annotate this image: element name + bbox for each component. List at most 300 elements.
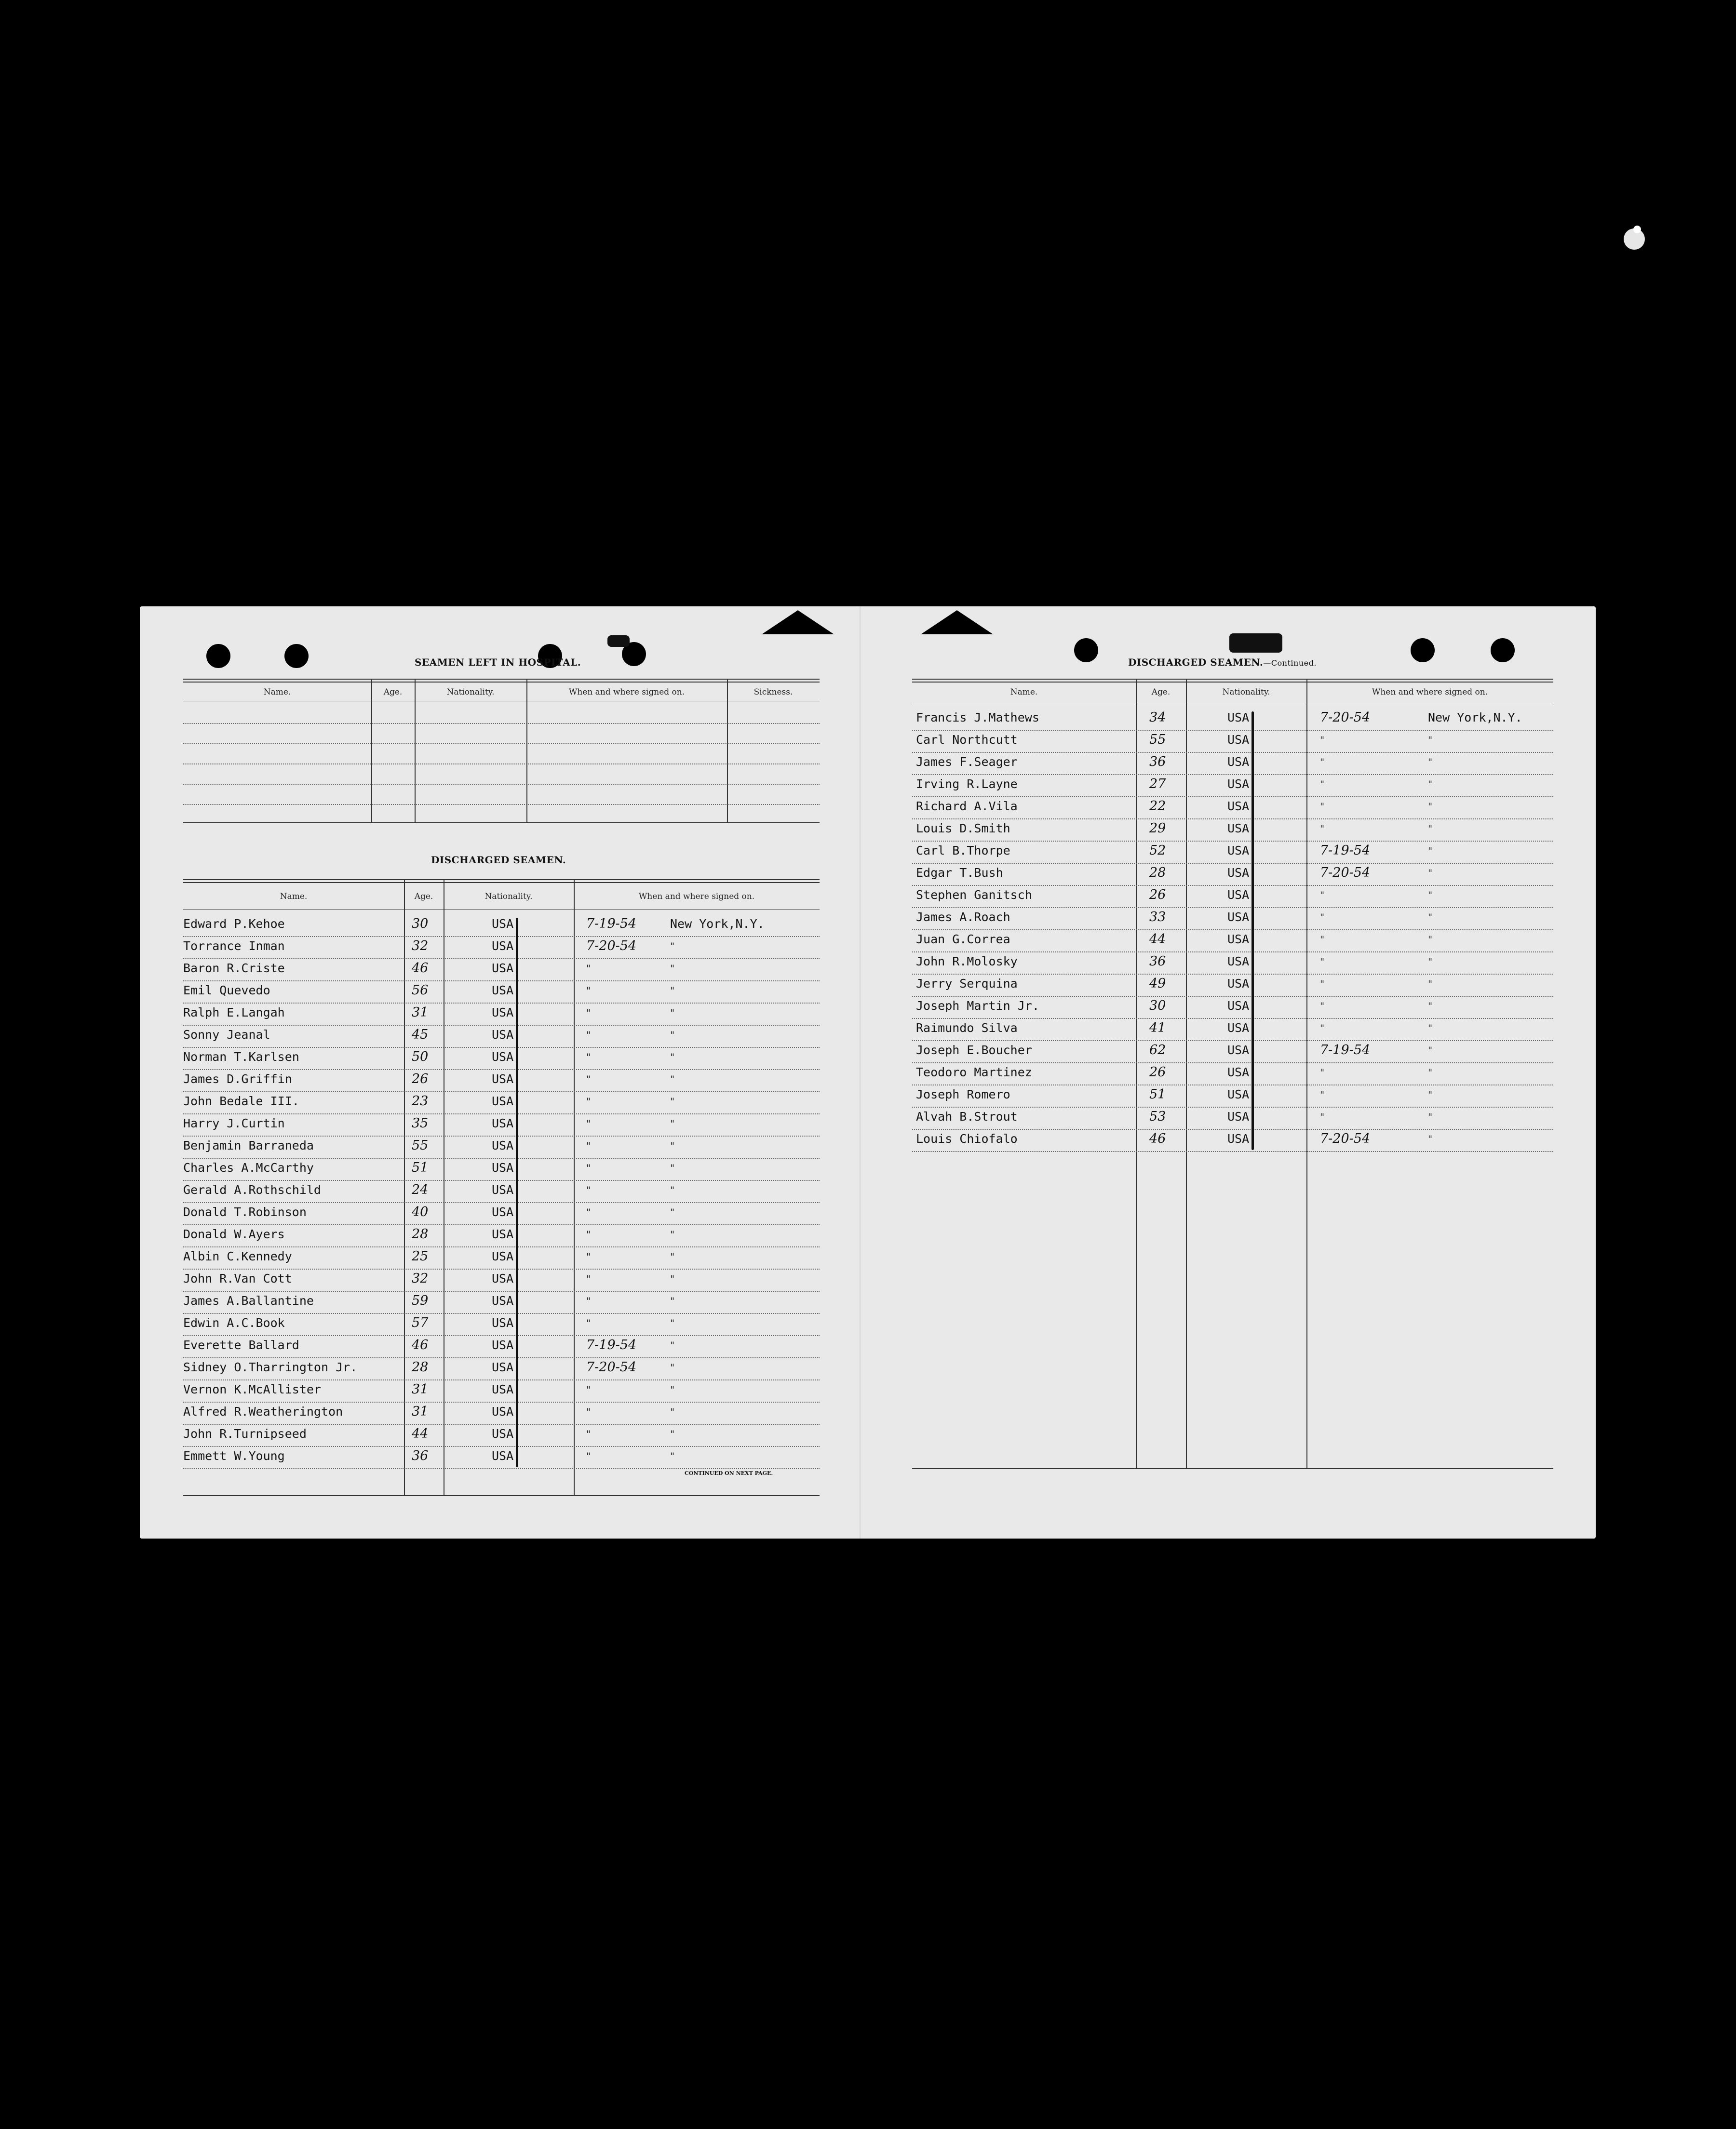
seaman-age: 32 bbox=[412, 1271, 429, 1286]
seaman-name: Stephen Ganitsch bbox=[916, 888, 1032, 902]
binding-tear bbox=[921, 610, 993, 634]
discharged-table bbox=[183, 879, 820, 1496]
seaman-age: 46 bbox=[1149, 1131, 1166, 1146]
seaman-age: 22 bbox=[1149, 799, 1166, 814]
punch-hole bbox=[1411, 638, 1435, 662]
seaman-nationality: USA bbox=[1227, 1021, 1250, 1035]
seaman-nationality: USA bbox=[1227, 1043, 1250, 1057]
seaman-nationality: USA bbox=[492, 1272, 514, 1285]
row-rule bbox=[183, 1468, 820, 1469]
signed-on-date: " bbox=[1320, 1067, 1325, 1078]
ink-blot bbox=[607, 635, 630, 647]
seaman-age: 41 bbox=[1149, 1020, 1166, 1035]
seaman-nationality: USA bbox=[1227, 777, 1250, 791]
seaman-age: 62 bbox=[1149, 1043, 1166, 1058]
signed-on-place: " bbox=[1428, 734, 1433, 746]
seaman-nationality: USA bbox=[492, 1227, 514, 1241]
signed-on-date: " bbox=[586, 1273, 591, 1285]
signed-on-date: " bbox=[1320, 978, 1325, 990]
seaman-name: Donald W.Ayers bbox=[183, 1227, 285, 1241]
col-header-age: Age. bbox=[414, 892, 433, 901]
seaman-name: Edgar T.Bush bbox=[916, 866, 1003, 880]
signed-on-place: " bbox=[670, 1229, 675, 1240]
seaman-age: 53 bbox=[1149, 1109, 1166, 1124]
seaman-age: 59 bbox=[412, 1293, 429, 1308]
signed-on-date: " bbox=[1320, 823, 1325, 834]
signed-on-date: 7-19-54 bbox=[1320, 843, 1371, 858]
seaman-age: 26 bbox=[412, 1071, 429, 1086]
seaman-nationality: USA bbox=[492, 1316, 514, 1330]
seaman-name: Donald T.Robinson bbox=[183, 1205, 307, 1219]
signed-on-date: " bbox=[1320, 911, 1325, 923]
col-header-name: Name. bbox=[263, 687, 291, 697]
row-rule bbox=[183, 980, 820, 981]
col-header-age: Age. bbox=[383, 687, 403, 697]
seaman-name: John Bedale III. bbox=[183, 1094, 299, 1108]
seaman-name: Vernon K.McAllister bbox=[183, 1382, 321, 1396]
seaman-name: Emil Quevedo bbox=[183, 983, 270, 997]
signed-on-place: New York,N.Y. bbox=[1428, 710, 1522, 724]
seaman-nationality: USA bbox=[492, 1205, 514, 1219]
signed-on-place: " bbox=[670, 1295, 675, 1307]
signed-on-place: " bbox=[670, 1162, 675, 1174]
signed-on-place: " bbox=[670, 940, 675, 952]
seaman-nationality: USA bbox=[492, 1028, 514, 1042]
seaman-age: 31 bbox=[412, 1404, 429, 1419]
row-rule bbox=[183, 1246, 820, 1247]
signed-on-date: " bbox=[1320, 756, 1325, 768]
row-rule bbox=[912, 1040, 1553, 1041]
seaman-nationality: USA bbox=[492, 1050, 514, 1064]
seaman-name: Charles A.McCarthy bbox=[183, 1161, 314, 1175]
discharged-continued-title bbox=[1128, 656, 1317, 668]
seaman-age: 44 bbox=[1149, 932, 1166, 947]
seaman-age: 28 bbox=[412, 1227, 429, 1242]
row-rule bbox=[183, 1069, 820, 1070]
signed-on-date: 7-20-54 bbox=[586, 1360, 637, 1375]
seaman-name: Louis Chiofalo bbox=[916, 1132, 1018, 1146]
signed-on-place: " bbox=[670, 1096, 675, 1107]
seaman-name: James A.Roach bbox=[916, 910, 1010, 924]
row-rule bbox=[183, 1202, 820, 1203]
row-rule bbox=[183, 1424, 820, 1425]
seaman-nationality: USA bbox=[1227, 954, 1250, 968]
signed-on-date: 7-19-54 bbox=[586, 1338, 637, 1352]
seaman-name: Baron R.Criste bbox=[183, 961, 285, 975]
seaman-age: 31 bbox=[412, 1382, 429, 1397]
check-mark-line bbox=[1252, 711, 1254, 1150]
signed-on-place: " bbox=[670, 1251, 675, 1262]
signed-on-place: " bbox=[670, 1206, 675, 1218]
signed-on-date: 7-19-54 bbox=[586, 916, 637, 931]
continued-note: CONTINUED ON NEXT PAGE. bbox=[685, 1470, 773, 1476]
signed-on-date: " bbox=[586, 1162, 591, 1174]
signed-on-place: " bbox=[670, 1051, 675, 1063]
signed-on-date: " bbox=[586, 1140, 591, 1152]
signed-on-place: " bbox=[1428, 1022, 1433, 1034]
seaman-age: 36 bbox=[1149, 954, 1166, 969]
seaman-age: 26 bbox=[1149, 1065, 1166, 1080]
signed-on-date: 7-20-54 bbox=[586, 938, 637, 953]
seaman-age: 51 bbox=[412, 1160, 429, 1175]
seaman-age: 33 bbox=[1149, 910, 1166, 924]
row-rule bbox=[183, 1269, 820, 1270]
signed-on-date: " bbox=[1320, 801, 1325, 812]
seaman-name: Everette Ballard bbox=[183, 1338, 299, 1352]
seaman-name: Carl Northcutt bbox=[916, 733, 1018, 747]
signed-on-place: " bbox=[1428, 1089, 1433, 1100]
signed-on-place: " bbox=[670, 1317, 675, 1329]
seaman-age: 36 bbox=[1149, 754, 1166, 769]
seaman-name: James F.Seager bbox=[916, 755, 1018, 769]
seaman-name: Juan G.Correa bbox=[916, 932, 1010, 946]
seaman-name: Edward P.Kehoe bbox=[183, 917, 285, 931]
signed-on-date: " bbox=[586, 1096, 591, 1107]
seaman-age: 25 bbox=[412, 1249, 429, 1264]
seaman-name: John R.Van Cott bbox=[183, 1272, 292, 1285]
row-rule bbox=[183, 958, 820, 959]
row-rule bbox=[912, 1062, 1553, 1063]
signed-on-date: 7-20-54 bbox=[1320, 1131, 1371, 1146]
row-rule bbox=[912, 796, 1553, 797]
seaman-nationality: USA bbox=[492, 1072, 514, 1086]
seaman-nationality: USA bbox=[1227, 999, 1250, 1013]
seaman-age: 28 bbox=[1149, 865, 1166, 880]
seaman-age: 36 bbox=[412, 1448, 429, 1463]
seaman-name: Joseph E.Boucher bbox=[916, 1043, 1032, 1057]
seaman-nationality: USA bbox=[1227, 932, 1250, 946]
signed-on-place: " bbox=[1428, 1044, 1433, 1056]
signed-on-date: " bbox=[586, 1073, 591, 1085]
signed-on-place: " bbox=[670, 1362, 675, 1373]
seaman-age: 52 bbox=[1149, 843, 1166, 858]
seaman-nationality: USA bbox=[492, 961, 514, 975]
punch-hole bbox=[284, 644, 309, 668]
signed-on-place: " bbox=[1428, 956, 1433, 967]
row-rule bbox=[183, 1379, 820, 1380]
seaman-age: 23 bbox=[412, 1094, 429, 1109]
seaman-nationality: USA bbox=[492, 1161, 514, 1175]
seaman-name: Richard A.Vila bbox=[916, 799, 1018, 813]
signed-on-date: " bbox=[586, 1406, 591, 1418]
signed-on-date: " bbox=[1320, 934, 1325, 945]
signed-on-place: " bbox=[1428, 889, 1433, 901]
seaman-age: 55 bbox=[412, 1138, 429, 1153]
seaman-name: Torrance Inman bbox=[183, 939, 285, 953]
row-rule bbox=[912, 907, 1553, 908]
signed-on-date: 7-20-54 bbox=[1320, 865, 1371, 880]
row-rule bbox=[183, 936, 820, 937]
signed-on-place: " bbox=[670, 1406, 675, 1418]
seaman-name: Raimundo Silva bbox=[916, 1021, 1018, 1035]
signed-on-place: " bbox=[670, 1384, 675, 1395]
signed-on-date: " bbox=[586, 1051, 591, 1063]
seaman-nationality: USA bbox=[1227, 888, 1250, 902]
seaman-nationality: USA bbox=[492, 1405, 514, 1419]
signed-on-place: " bbox=[670, 1184, 675, 1196]
seaman-nationality: USA bbox=[492, 1338, 514, 1352]
seaman-age: 46 bbox=[412, 1338, 429, 1352]
row-rule bbox=[912, 996, 1553, 997]
row-rule bbox=[183, 1136, 820, 1137]
seaman-age: 29 bbox=[1149, 821, 1166, 836]
film-speck bbox=[1633, 226, 1641, 233]
row-rule bbox=[183, 1091, 820, 1092]
seaman-name: Gerald A.Rothschild bbox=[183, 1183, 321, 1197]
signed-on-date: " bbox=[586, 985, 591, 996]
seaman-age: 31 bbox=[412, 1005, 429, 1020]
seaman-nationality: USA bbox=[492, 1360, 514, 1374]
seaman-age: 44 bbox=[412, 1426, 429, 1441]
seaman-nationality: USA bbox=[1227, 1110, 1250, 1124]
seaman-age: 30 bbox=[412, 916, 429, 931]
row-rule bbox=[912, 752, 1553, 753]
col-header-name: Name. bbox=[1010, 687, 1038, 697]
signed-on-date: " bbox=[1320, 1022, 1325, 1034]
row-rule bbox=[183, 1113, 820, 1114]
signed-on-place: " bbox=[670, 1029, 675, 1041]
signed-on-date: 7-20-54 bbox=[1320, 710, 1371, 725]
punch-hole bbox=[1491, 638, 1515, 662]
row-rule bbox=[183, 1335, 820, 1336]
seaman-name: Harry J.Curtin bbox=[183, 1116, 285, 1130]
row-rule bbox=[183, 1025, 820, 1026]
seaman-nationality: USA bbox=[492, 1138, 514, 1152]
row-rule bbox=[183, 1158, 820, 1159]
seaman-nationality: USA bbox=[1227, 866, 1250, 880]
hospital-table bbox=[183, 679, 820, 823]
seaman-nationality: USA bbox=[1227, 710, 1250, 724]
signed-on-date: " bbox=[586, 1118, 591, 1129]
seaman-name: Benjamin Barraneda bbox=[183, 1138, 314, 1152]
signed-on-place: " bbox=[1428, 823, 1433, 834]
col-header-signed-on: When and where signed on. bbox=[1372, 687, 1488, 697]
record-sheet bbox=[140, 606, 1596, 1539]
seaman-nationality: USA bbox=[1227, 910, 1250, 924]
signed-on-place: " bbox=[670, 1450, 675, 1462]
signed-on-place: " bbox=[1428, 1067, 1433, 1078]
seaman-age: 40 bbox=[412, 1205, 429, 1219]
seaman-name: Irving R.Layne bbox=[916, 777, 1018, 791]
signed-on-place: " bbox=[1428, 934, 1433, 945]
signed-on-date: " bbox=[1320, 889, 1325, 901]
seaman-name: Louis D.Smith bbox=[916, 821, 1010, 835]
seaman-age: 45 bbox=[412, 1027, 429, 1042]
row-rule bbox=[912, 951, 1553, 952]
signed-on-place: " bbox=[670, 1073, 675, 1085]
seaman-name: Joseph Romero bbox=[916, 1087, 1010, 1101]
row-rule bbox=[183, 1446, 820, 1447]
discharged-section-title: DISCHARGED SEAMEN. bbox=[431, 854, 566, 866]
seaman-age: 56 bbox=[412, 983, 429, 998]
signed-on-place: " bbox=[670, 1273, 675, 1285]
seaman-age: 50 bbox=[412, 1049, 429, 1064]
discharged-continued-table bbox=[912, 679, 1553, 1469]
row-rule bbox=[183, 1402, 820, 1403]
seaman-nationality: USA bbox=[492, 939, 514, 953]
row-rule bbox=[183, 1291, 820, 1292]
seaman-nationality: USA bbox=[1227, 1065, 1250, 1079]
seaman-name: John R.Molosky bbox=[916, 954, 1018, 968]
hospital-section-title: SEAMEN LEFT IN HOSPITAL. bbox=[415, 656, 581, 668]
seaman-age: 55 bbox=[1149, 732, 1166, 747]
signed-on-date: 7-19-54 bbox=[1320, 1043, 1371, 1058]
signed-on-place: " bbox=[1428, 1111, 1433, 1123]
signed-on-date: " bbox=[586, 1251, 591, 1262]
seaman-name: Jerry Serquina bbox=[916, 977, 1018, 991]
signed-on-date: " bbox=[586, 1029, 591, 1041]
seaman-age: 26 bbox=[1149, 887, 1166, 902]
signed-on-place: " bbox=[670, 985, 675, 996]
signed-on-place: " bbox=[1428, 978, 1433, 990]
signed-on-place: " bbox=[1428, 845, 1433, 857]
seaman-nationality: USA bbox=[1227, 733, 1250, 747]
row-rule bbox=[912, 929, 1553, 930]
col-header-signed-on: When and where signed on. bbox=[568, 687, 685, 697]
seaman-nationality: USA bbox=[1227, 1087, 1250, 1101]
signed-on-place: " bbox=[1428, 1133, 1433, 1145]
row-rule bbox=[912, 841, 1553, 842]
signed-on-place: " bbox=[1428, 1000, 1433, 1012]
signed-on-place: " bbox=[670, 963, 675, 974]
signed-on-place: " bbox=[1428, 801, 1433, 812]
seaman-nationality: USA bbox=[492, 1449, 514, 1463]
seaman-name: Norman T.Karlsen bbox=[183, 1050, 299, 1064]
seaman-name: Sidney O.Tharrington Jr. bbox=[183, 1360, 358, 1374]
seaman-nationality: USA bbox=[492, 1094, 514, 1108]
seaman-name: Emmett W.Young bbox=[183, 1449, 285, 1463]
row-rule bbox=[912, 1151, 1553, 1152]
seaman-age: 34 bbox=[1149, 710, 1166, 725]
signed-on-place: New York,N.Y. bbox=[670, 917, 765, 931]
seaman-name: Carl B.Thorpe bbox=[916, 844, 1010, 857]
seaman-name: James A.Ballantine bbox=[183, 1294, 314, 1308]
seaman-nationality: USA bbox=[1227, 844, 1250, 857]
col-header-sickness: Sickness. bbox=[754, 687, 793, 697]
signed-on-date: " bbox=[1320, 1089, 1325, 1100]
seaman-name: Albin C.Kennedy bbox=[183, 1249, 292, 1263]
col-header-signed-on: When and where signed on. bbox=[638, 892, 755, 901]
seaman-age: 24 bbox=[412, 1182, 429, 1197]
signed-on-place: " bbox=[1428, 756, 1433, 768]
seaman-name: Joseph Martin Jr. bbox=[916, 999, 1039, 1013]
row-rule bbox=[183, 1357, 820, 1358]
ink-blot bbox=[1229, 633, 1282, 653]
signed-on-date: " bbox=[586, 1384, 591, 1395]
signed-on-place: " bbox=[1428, 778, 1433, 790]
seaman-nationality: USA bbox=[1227, 1132, 1250, 1146]
seaman-nationality: USA bbox=[492, 1294, 514, 1308]
row-rule bbox=[912, 863, 1553, 864]
seaman-name: Francis J.Mathews bbox=[916, 710, 1039, 724]
title-suffix: —Continued. bbox=[1263, 658, 1317, 668]
seaman-age: 35 bbox=[412, 1116, 429, 1131]
seaman-name: Sonny Jeanal bbox=[183, 1028, 270, 1042]
signed-on-place: " bbox=[1428, 867, 1433, 879]
seaman-age: 30 bbox=[1149, 998, 1166, 1013]
row-rule bbox=[912, 774, 1553, 775]
seaman-nationality: USA bbox=[492, 917, 514, 931]
row-rule bbox=[912, 730, 1553, 731]
seaman-age: 46 bbox=[412, 961, 429, 976]
signed-on-date: " bbox=[586, 1007, 591, 1018]
signed-on-date: " bbox=[586, 963, 591, 974]
seaman-age: 51 bbox=[1149, 1087, 1166, 1102]
signed-on-date: " bbox=[586, 1295, 591, 1307]
signed-on-place: " bbox=[1428, 911, 1433, 923]
col-header-name: Name. bbox=[280, 892, 308, 901]
signed-on-date: " bbox=[1320, 1111, 1325, 1123]
row-rule bbox=[183, 1180, 820, 1181]
punch-hole bbox=[206, 644, 230, 668]
row-rule bbox=[912, 1129, 1553, 1130]
seaman-name: John R.Turnipseed bbox=[183, 1427, 307, 1441]
seaman-nationality: USA bbox=[492, 1005, 514, 1019]
col-header-nationality: Nationality. bbox=[1222, 687, 1270, 697]
seaman-nationality: USA bbox=[492, 983, 514, 997]
row-rule bbox=[912, 1018, 1553, 1019]
seaman-nationality: USA bbox=[1227, 799, 1250, 813]
signed-on-date: " bbox=[1320, 734, 1325, 746]
signed-on-place: " bbox=[670, 1118, 675, 1129]
seaman-age: 49 bbox=[1149, 976, 1166, 991]
signed-on-date: " bbox=[1320, 1000, 1325, 1012]
punch-hole bbox=[1074, 638, 1098, 662]
row-rule bbox=[183, 1224, 820, 1225]
signed-on-date: " bbox=[586, 1229, 591, 1240]
signed-on-date: " bbox=[586, 1206, 591, 1218]
seaman-name: James D.Griffin bbox=[183, 1072, 292, 1086]
signed-on-place: " bbox=[670, 1007, 675, 1018]
seaman-name: Ralph E.Langah bbox=[183, 1005, 285, 1019]
seaman-age: 28 bbox=[412, 1360, 429, 1375]
seaman-name: Alfred R.Weatherington bbox=[183, 1405, 343, 1419]
binding-tear bbox=[762, 610, 834, 634]
seaman-age: 27 bbox=[1149, 777, 1166, 791]
row-rule bbox=[912, 1107, 1553, 1108]
row-rule bbox=[912, 818, 1553, 819]
col-header-nationality: Nationality. bbox=[484, 892, 533, 901]
title-text: DISCHARGED SEAMEN. bbox=[1128, 656, 1264, 668]
row-rule bbox=[183, 1313, 820, 1314]
seaman-nationality: USA bbox=[492, 1382, 514, 1396]
seaman-age: 32 bbox=[412, 938, 429, 953]
check-mark-line bbox=[516, 918, 518, 1467]
signed-on-date: " bbox=[586, 1450, 591, 1462]
signed-on-date: " bbox=[586, 1428, 591, 1440]
signed-on-date: " bbox=[586, 1317, 591, 1329]
signed-on-place: " bbox=[670, 1140, 675, 1152]
signed-on-date: " bbox=[1320, 956, 1325, 967]
row-rule bbox=[912, 885, 1553, 886]
row-rule bbox=[912, 974, 1553, 975]
signed-on-place: " bbox=[670, 1428, 675, 1440]
signed-on-date: " bbox=[586, 1184, 591, 1196]
signed-on-date: " bbox=[1320, 778, 1325, 790]
seaman-name: Teodoro Martinez bbox=[916, 1065, 1032, 1079]
page-fold bbox=[860, 606, 861, 1539]
seaman-nationality: USA bbox=[492, 1427, 514, 1441]
col-header-nationality: Nationality. bbox=[446, 687, 495, 697]
seaman-nationality: USA bbox=[492, 1183, 514, 1197]
seaman-name: Alvah B.Strout bbox=[916, 1110, 1018, 1124]
signed-on-place: " bbox=[670, 1339, 675, 1351]
seaman-nationality: USA bbox=[492, 1249, 514, 1263]
row-rule bbox=[183, 1047, 820, 1048]
seaman-age: 57 bbox=[412, 1315, 429, 1330]
col-header-age: Age. bbox=[1151, 687, 1171, 697]
seaman-nationality: USA bbox=[1227, 821, 1250, 835]
